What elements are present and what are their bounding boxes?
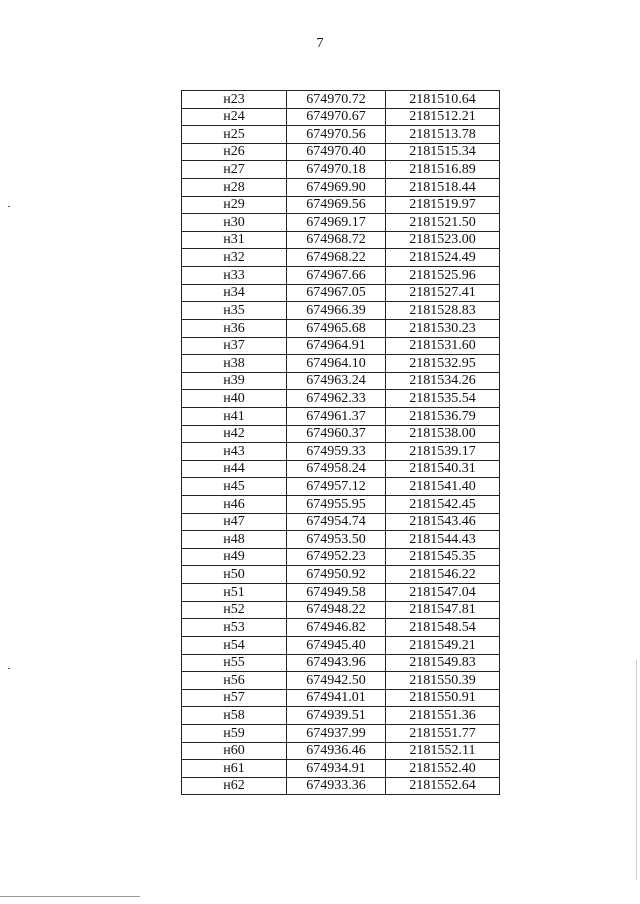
x-coordinate-cell: 674960.37 [287, 425, 386, 443]
table-row [182, 724, 500, 742]
x-coordinate-cell: 674952.23 [287, 548, 386, 566]
y-coordinate-cell: 2181552.40 [386, 760, 500, 778]
x-coordinate-cell: 674939.51 [287, 707, 386, 725]
y-coordinate-cell: 2181544.43 [386, 531, 500, 549]
x-coordinate-cell: 674964.10 [287, 355, 386, 373]
x-coordinate-cell: 674961.37 [287, 407, 386, 425]
y-coordinate-cell: 2181510.64 [386, 91, 500, 109]
table-row [182, 478, 500, 496]
y-coordinate-cell: 2181516.89 [386, 161, 500, 179]
table-row [182, 196, 500, 214]
y-coordinate-cell: 2181535.54 [386, 390, 500, 408]
point-cell: н44 [182, 460, 287, 478]
x-coordinate-cell: 674970.18 [287, 161, 386, 179]
table-row [182, 108, 500, 126]
y-coordinate-cell: 2181550.91 [386, 689, 500, 707]
y-coordinate-cell: 2181531.60 [386, 337, 500, 355]
x-coordinate-cell: 674933.36 [287, 777, 386, 795]
y-coordinate-cell: 2181525.96 [386, 267, 500, 285]
y-coordinate-cell: 2181518.44 [386, 179, 500, 197]
y-coordinate-cell: 2181552.11 [386, 742, 500, 760]
y-coordinate-cell: 2181530.23 [386, 319, 500, 337]
x-coordinate-cell: 674969.17 [287, 214, 386, 232]
x-coordinate-cell: 674934.91 [287, 760, 386, 778]
y-coordinate-cell: 2181549.83 [386, 654, 500, 672]
x-coordinate-cell: 674970.40 [287, 143, 386, 161]
scan-mark-right-edge [636, 660, 637, 880]
point-cell: н53 [182, 619, 287, 637]
x-coordinate-cell: 674950.92 [287, 566, 386, 584]
scan-mark-left-1 [8, 206, 10, 207]
y-coordinate-cell: 2181551.36 [386, 707, 500, 725]
y-coordinate-cell: 2181552.64 [386, 777, 500, 795]
table-row [182, 548, 500, 566]
point-cell: н49 [182, 548, 287, 566]
y-coordinate-cell: 2181550.39 [386, 672, 500, 690]
point-cell: н62 [182, 777, 287, 795]
x-coordinate-cell: 674958.24 [287, 460, 386, 478]
x-coordinate-cell: 674957.12 [287, 478, 386, 496]
x-coordinate-cell: 674943.96 [287, 654, 386, 672]
table-row [182, 425, 500, 443]
y-coordinate-cell: 2181542.45 [386, 496, 500, 514]
x-coordinate-cell: 674967.05 [287, 284, 386, 302]
y-coordinate-cell: 2181513.78 [386, 126, 500, 144]
table-row [182, 460, 500, 478]
table-row [182, 689, 500, 707]
table-row [182, 636, 500, 654]
point-cell: н60 [182, 742, 287, 760]
point-cell: н57 [182, 689, 287, 707]
point-cell: н51 [182, 584, 287, 602]
table-row [182, 707, 500, 725]
x-coordinate-cell: 674937.99 [287, 724, 386, 742]
table-row [182, 531, 500, 549]
x-coordinate-cell: 674936.46 [287, 742, 386, 760]
y-coordinate-cell: 2181548.54 [386, 619, 500, 637]
y-coordinate-cell: 2181547.04 [386, 584, 500, 602]
point-cell: н28 [182, 179, 287, 197]
point-cell: н47 [182, 513, 287, 531]
x-coordinate-cell: 674967.66 [287, 267, 386, 285]
table-row [182, 284, 500, 302]
y-coordinate-cell: 2181547.81 [386, 601, 500, 619]
y-coordinate-cell: 2181545.35 [386, 548, 500, 566]
table-row [182, 619, 500, 637]
scan-mark-bottom-line [0, 896, 140, 897]
coordinates-table-body [182, 91, 500, 795]
x-coordinate-cell: 674970.72 [287, 91, 386, 109]
y-coordinate-cell: 2181539.17 [386, 443, 500, 461]
x-coordinate-cell: 674963.24 [287, 372, 386, 390]
y-coordinate-cell: 2181536.79 [386, 407, 500, 425]
x-coordinate-cell: 674959.33 [287, 443, 386, 461]
point-cell: н45 [182, 478, 287, 496]
table-row [182, 390, 500, 408]
table-row [182, 496, 500, 514]
table-row [182, 249, 500, 267]
page-number: 7 [316, 36, 324, 51]
table-row [182, 91, 500, 109]
y-coordinate-cell: 2181551.77 [386, 724, 500, 742]
x-coordinate-cell: 674969.56 [287, 196, 386, 214]
table-row [182, 319, 500, 337]
table-row [182, 777, 500, 795]
table-row [182, 584, 500, 602]
x-coordinate-cell: 674955.95 [287, 496, 386, 514]
table-row [182, 355, 500, 373]
y-coordinate-cell: 2181512.21 [386, 108, 500, 126]
y-coordinate-cell: 2181538.00 [386, 425, 500, 443]
table-row [182, 760, 500, 778]
y-coordinate-cell: 2181515.34 [386, 143, 500, 161]
point-cell: н48 [182, 531, 287, 549]
table-row [182, 302, 500, 320]
scan-mark-left-2 [8, 668, 10, 669]
y-coordinate-cell: 2181546.22 [386, 566, 500, 584]
x-coordinate-cell: 674949.58 [287, 584, 386, 602]
x-coordinate-cell: 674946.82 [287, 619, 386, 637]
x-coordinate-cell: 674945.40 [287, 636, 386, 654]
table-row [182, 179, 500, 197]
point-cell: н26 [182, 143, 287, 161]
point-cell: н31 [182, 231, 287, 249]
x-coordinate-cell: 674953.50 [287, 531, 386, 549]
y-coordinate-cell: 2181528.83 [386, 302, 500, 320]
y-coordinate-cell: 2181541.40 [386, 478, 500, 496]
point-cell: н25 [182, 126, 287, 144]
x-coordinate-cell: 674942.50 [287, 672, 386, 690]
point-cell: н42 [182, 425, 287, 443]
y-coordinate-cell: 2181524.49 [386, 249, 500, 267]
x-coordinate-cell: 674966.39 [287, 302, 386, 320]
point-cell: н27 [182, 161, 287, 179]
point-cell: н39 [182, 372, 287, 390]
point-cell: н24 [182, 108, 287, 126]
table-row [182, 214, 500, 232]
point-cell: н46 [182, 496, 287, 514]
table-row [182, 601, 500, 619]
y-coordinate-cell: 2181521.50 [386, 214, 500, 232]
point-cell: н55 [182, 654, 287, 672]
point-cell: н30 [182, 214, 287, 232]
y-coordinate-cell: 2181523.00 [386, 231, 500, 249]
table-row [182, 231, 500, 249]
point-cell: н23 [182, 91, 287, 109]
point-cell: н58 [182, 707, 287, 725]
x-coordinate-cell: 674948.22 [287, 601, 386, 619]
point-cell: н56 [182, 672, 287, 690]
point-cell: н41 [182, 407, 287, 425]
point-cell: н34 [182, 284, 287, 302]
table-row [182, 161, 500, 179]
point-cell: н37 [182, 337, 287, 355]
table-row [182, 372, 500, 390]
point-cell: н36 [182, 319, 287, 337]
point-cell: н61 [182, 760, 287, 778]
point-cell: н40 [182, 390, 287, 408]
point-cell: н43 [182, 443, 287, 461]
y-coordinate-cell: 2181534.26 [386, 372, 500, 390]
y-coordinate-cell: 2181540.31 [386, 460, 500, 478]
table-row [182, 654, 500, 672]
table-row [182, 742, 500, 760]
point-cell: н33 [182, 267, 287, 285]
x-coordinate-cell: 674954.74 [287, 513, 386, 531]
point-cell: н52 [182, 601, 287, 619]
point-cell: н29 [182, 196, 287, 214]
y-coordinate-cell: 2181519.97 [386, 196, 500, 214]
point-cell: н50 [182, 566, 287, 584]
coordinates-table [181, 90, 500, 795]
point-cell: н35 [182, 302, 287, 320]
table-row [182, 443, 500, 461]
x-coordinate-cell: 674964.91 [287, 337, 386, 355]
x-coordinate-cell: 674969.90 [287, 179, 386, 197]
y-coordinate-cell: 2181527.41 [386, 284, 500, 302]
table-row [182, 337, 500, 355]
point-cell: н38 [182, 355, 287, 373]
y-coordinate-cell: 2181532.95 [386, 355, 500, 373]
table-row [182, 126, 500, 144]
table-row [182, 407, 500, 425]
y-coordinate-cell: 2181549.21 [386, 636, 500, 654]
x-coordinate-cell: 674970.56 [287, 126, 386, 144]
table-row [182, 513, 500, 531]
y-coordinate-cell: 2181543.46 [386, 513, 500, 531]
x-coordinate-cell: 674962.33 [287, 390, 386, 408]
point-cell: н59 [182, 724, 287, 742]
x-coordinate-cell: 674941.01 [287, 689, 386, 707]
point-cell: н54 [182, 636, 287, 654]
x-coordinate-cell: 674968.72 [287, 231, 386, 249]
table-row [182, 566, 500, 584]
x-coordinate-cell: 674968.22 [287, 249, 386, 267]
point-cell: н32 [182, 249, 287, 267]
x-coordinate-cell: 674970.67 [287, 108, 386, 126]
x-coordinate-cell: 674965.68 [287, 319, 386, 337]
table-row [182, 267, 500, 285]
table-row [182, 672, 500, 690]
table-row [182, 143, 500, 161]
